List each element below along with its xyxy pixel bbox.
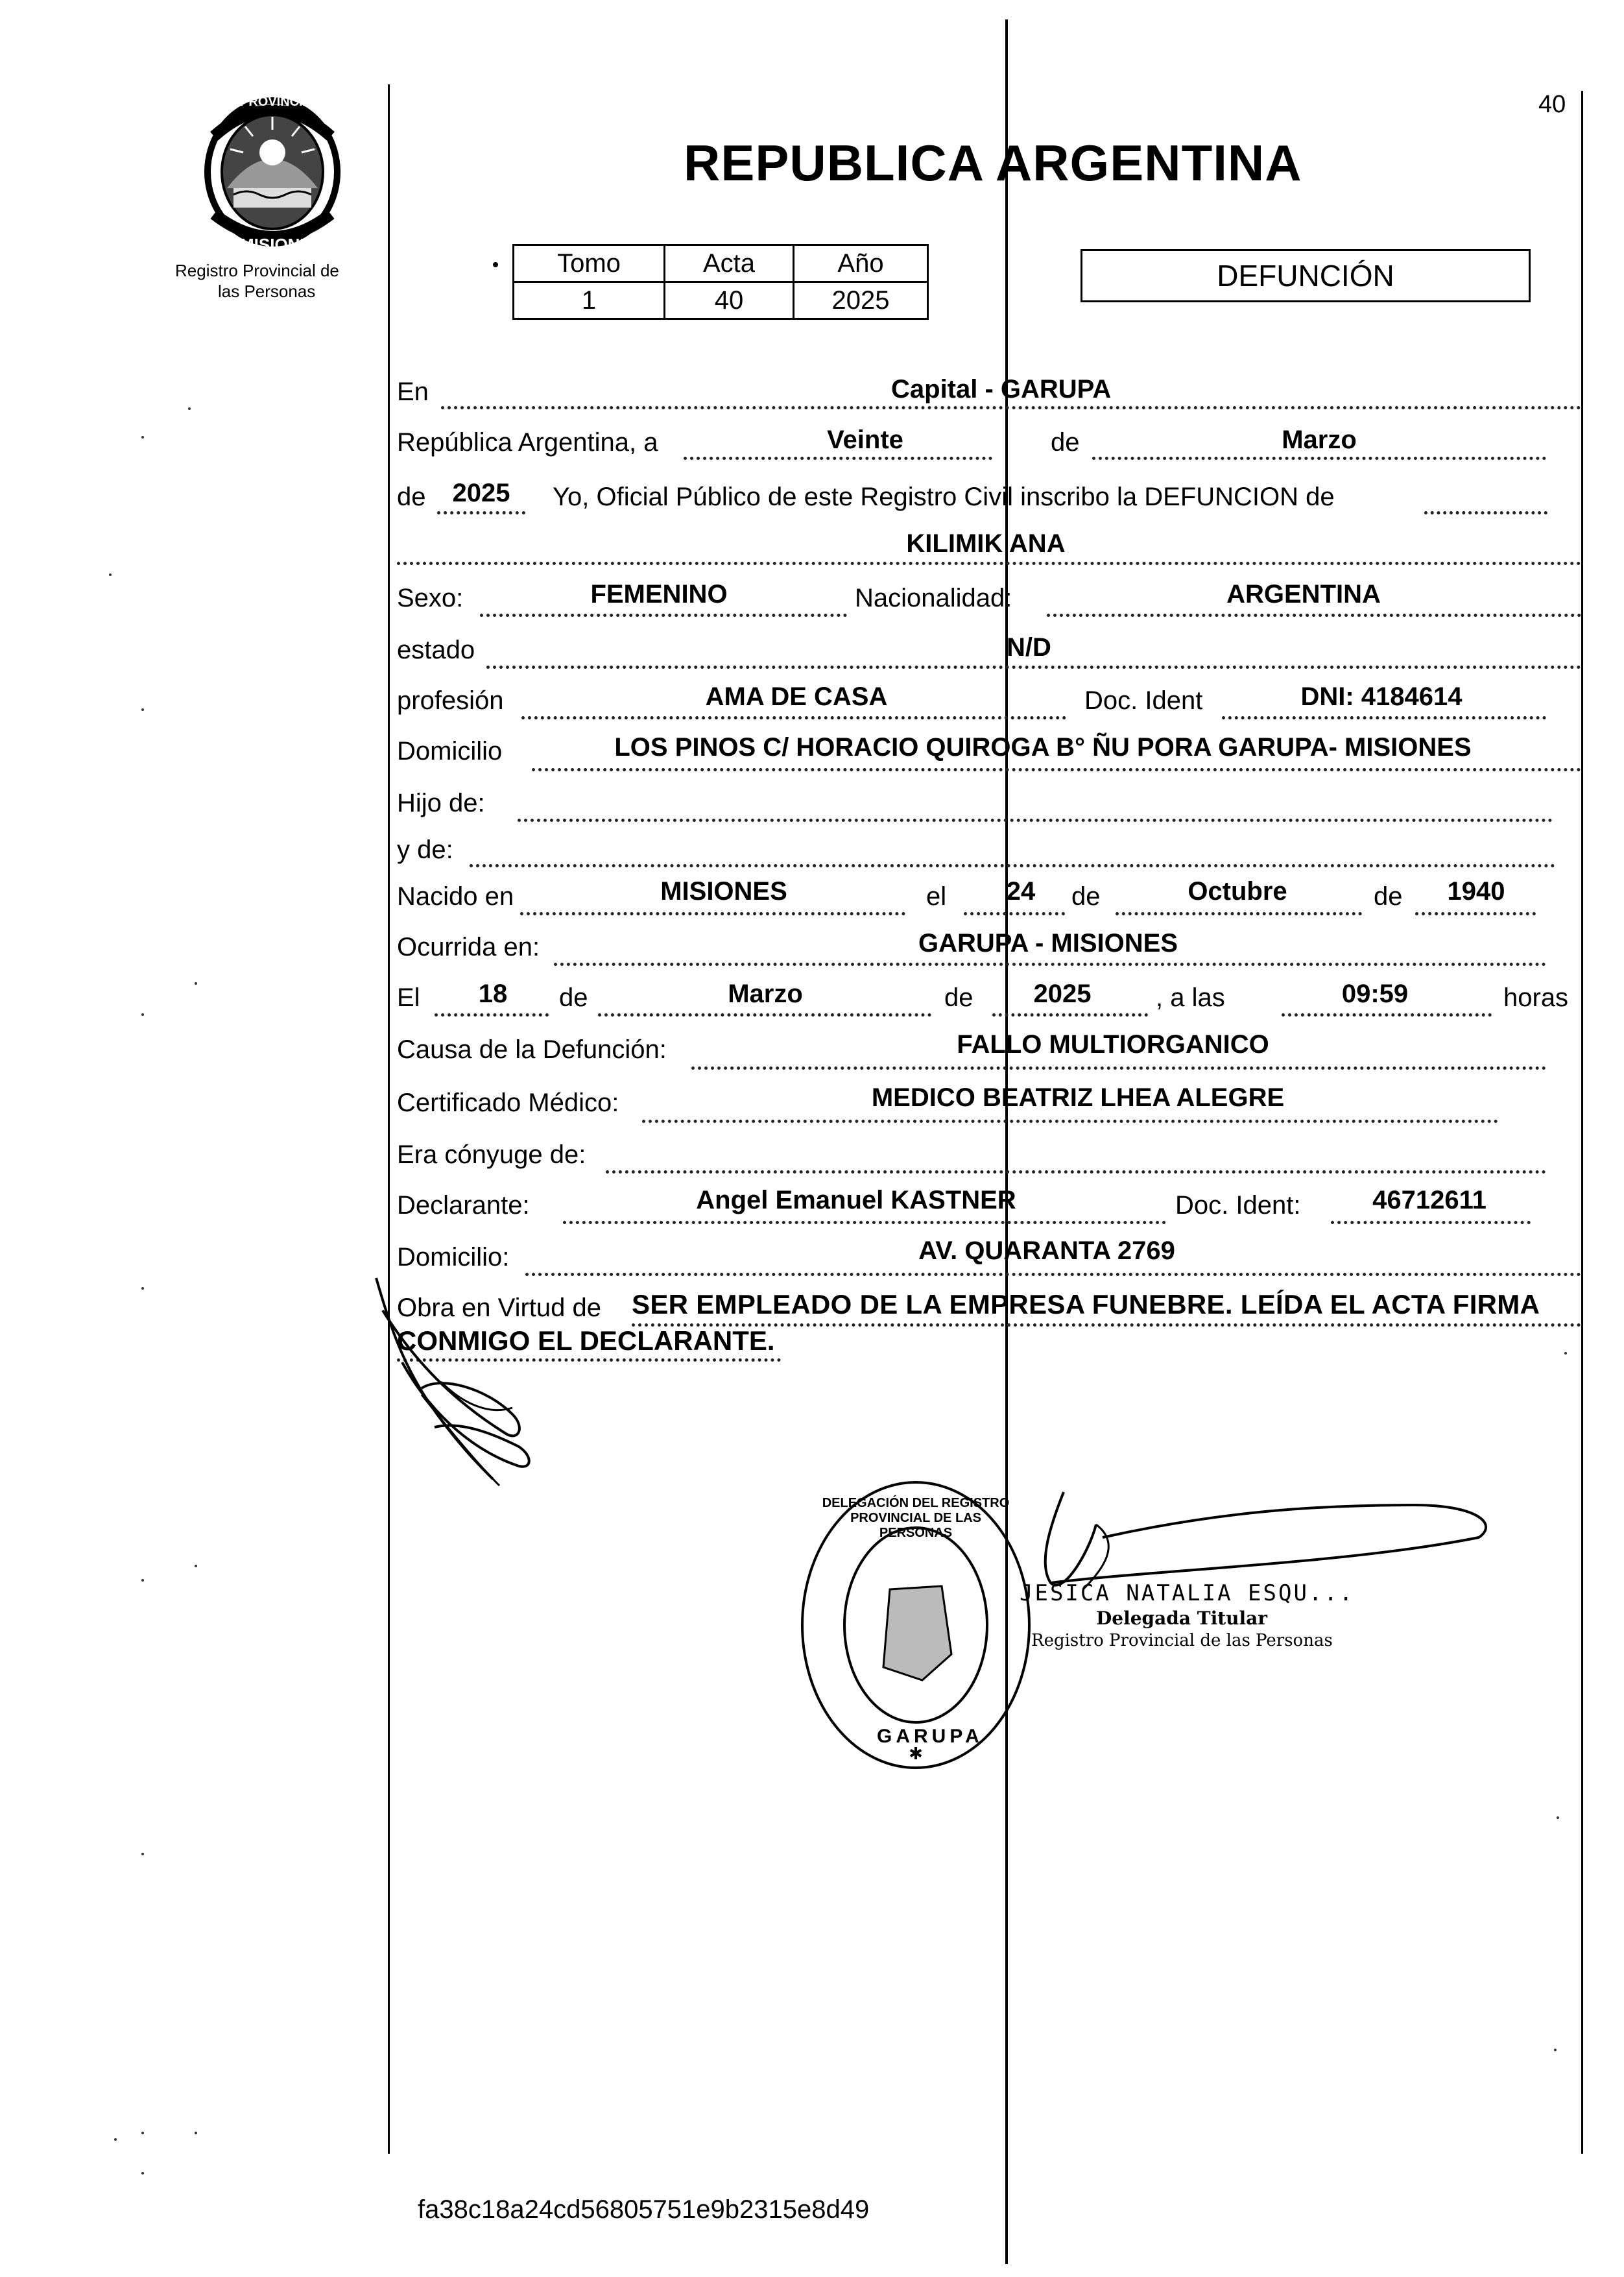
value-dia-texto: Veinte xyxy=(827,426,903,454)
dots-ocurrida-en xyxy=(554,963,1546,966)
document-hash: fa38c18a24cd56805751e9b2315e8d49 xyxy=(418,2195,870,2224)
dots-declarante-doc xyxy=(1331,1221,1531,1224)
scan-speck xyxy=(141,1579,144,1582)
label-a-las: , a las xyxy=(1156,983,1225,1012)
dots-domicilio xyxy=(532,768,1581,771)
left-margin-rule xyxy=(388,84,390,2154)
dots-def-anio xyxy=(992,1013,1148,1017)
label-conyuge: Era cónyuge de: xyxy=(397,1140,586,1169)
value-obra-line1: SER EMPLEADO DE LA EMPRESA FUNEBRE. LEÍDA EL ACTA FIRMA xyxy=(632,1289,1540,1319)
scan-speck xyxy=(141,1287,144,1290)
official-name: JESICA NATALIA ESQU... xyxy=(1020,1580,1355,1606)
page-number: 40 xyxy=(1538,91,1566,118)
dots-certificado xyxy=(642,1120,1498,1123)
declarant-signature xyxy=(363,1271,558,1492)
scan-speck xyxy=(141,2172,144,2175)
label-nacionalidad: Nacionalidad: xyxy=(855,584,1012,612)
seal-top-text: PROVINCIA DE xyxy=(240,95,333,109)
label-domicilio: Domicilio xyxy=(397,737,503,765)
dots-yo-end xyxy=(1424,511,1547,514)
value-nac-dia: 24 xyxy=(1006,877,1036,906)
stamp-ring-text: DELEGACIÓN DEL REGISTRO PROVINCIAL DE LAS PERSONAS xyxy=(822,1496,1010,1540)
dots-nac-dia xyxy=(964,912,1065,915)
official-stamp xyxy=(793,1473,1039,1777)
label-doc-ident-2: Doc. Ident: xyxy=(1175,1191,1301,1220)
dots-y-de xyxy=(470,864,1555,867)
dots-anio xyxy=(437,511,525,514)
label-hijo-de: Hijo de: xyxy=(397,789,485,817)
value-nacido-en: MISIONES xyxy=(660,877,787,906)
label-certificado: Certificado Médico: xyxy=(397,1089,619,1117)
right-margin-rule xyxy=(1581,91,1583,2154)
label-declarante: Declarante: xyxy=(397,1191,530,1220)
label-profesion: profesión xyxy=(397,686,504,715)
table-bullet xyxy=(493,262,498,267)
dots-nacionalidad xyxy=(1047,614,1581,617)
dots-hora xyxy=(1282,1013,1492,1017)
label-nacido-en: Nacido en xyxy=(397,882,514,911)
value-sexo: FEMENINO xyxy=(590,580,728,608)
dots-nacido-en xyxy=(520,912,905,915)
dots-mes xyxy=(1092,457,1546,460)
dots-sexo xyxy=(480,614,847,617)
doc-type-box xyxy=(1081,249,1531,302)
label-de-6: de xyxy=(944,983,973,1012)
official-office: Registro Provincial de las Personas xyxy=(1031,1631,1333,1650)
label-obra: Obra en Virtud de xyxy=(397,1294,602,1322)
label-el-cap: El xyxy=(397,983,420,1012)
scan-speck xyxy=(141,708,144,711)
label-de-4: de xyxy=(1374,882,1403,911)
value-domicilio: LOS PINOS C/ HORACIO QUIROGA B° ÑU PORA GARUPA- MISIONES xyxy=(614,733,1472,762)
scan-speck xyxy=(188,407,191,410)
value-nacionalidad: ARGENTINA xyxy=(1226,580,1381,608)
dots-estado xyxy=(486,666,1581,669)
dots-doc xyxy=(1222,716,1546,719)
svg-text:✱: ✱ xyxy=(909,1744,923,1764)
label-en: En xyxy=(397,378,429,406)
dots-def-dia xyxy=(435,1013,549,1017)
label-domicilio-2: Domicilio: xyxy=(397,1243,510,1271)
value-anio: 2025 xyxy=(794,282,928,319)
label-estado: estado xyxy=(397,636,475,664)
dots-nac-mes xyxy=(1116,912,1362,915)
scan-speck xyxy=(1564,1352,1567,1355)
scan-speck xyxy=(141,436,144,439)
registry-name-line1: Registro Provincial de xyxy=(175,261,339,280)
official-title: Delegada Titular xyxy=(1096,1608,1268,1629)
label-republica: República Argentina, a xyxy=(397,428,658,457)
dots-conyuge xyxy=(606,1170,1546,1174)
label-el: el xyxy=(926,882,947,911)
scan-speck xyxy=(1554,2049,1557,2051)
doc-type-label: DEFUNCIÓN xyxy=(1217,259,1394,293)
value-ocurrida-en: GARUPA - MISIONES xyxy=(918,929,1178,958)
value-mes: Marzo xyxy=(1282,426,1357,454)
value-certificado: MEDICO BEATRIZ LHEA ALEGRE xyxy=(871,1083,1285,1112)
dots-causa xyxy=(691,1066,1546,1070)
value-def-dia: 18 xyxy=(478,980,508,1008)
dots-nombre xyxy=(397,562,1581,565)
value-obra-line2: CONMIGO EL DECLARANTE. xyxy=(397,1325,775,1356)
scan-speck xyxy=(141,1853,144,1855)
value-nombre: KILIMIK ANA xyxy=(906,529,1066,558)
label-de-1: de xyxy=(1051,428,1080,457)
label-sexo: Sexo: xyxy=(397,584,464,612)
label-y-de: y de: xyxy=(397,836,453,864)
value-tomo: 1 xyxy=(514,282,665,319)
scan-speck xyxy=(195,1565,197,1567)
scan-speck xyxy=(141,2132,144,2134)
label-yo: Yo, Oficial Público de este Registro Civil inscribo la DEFUNCION de xyxy=(553,483,1335,511)
value-acta: 40 xyxy=(665,282,794,319)
scan-speck xyxy=(109,573,112,576)
value-nac-mes: Octubre xyxy=(1188,877,1287,906)
seal-bottom-text: MISIONES xyxy=(240,235,323,254)
stamp-bottom-text: GARUPA xyxy=(877,1726,983,1747)
scan-speck xyxy=(195,2132,197,2134)
value-nac-anio: 1940 xyxy=(1447,877,1505,906)
value-declarante-doc: 46712611 xyxy=(1372,1186,1487,1214)
value-profesion: AMA DE CASA xyxy=(705,682,888,711)
dots-nac-anio xyxy=(1415,912,1536,915)
value-anio: 2025 xyxy=(452,479,510,507)
label-de-2: de xyxy=(397,483,426,511)
value-lugar: Capital - GARUPA xyxy=(891,375,1112,404)
value-estado: N/D xyxy=(1007,633,1051,662)
dots-hijo-de xyxy=(518,819,1553,822)
value-def-mes: Marzo xyxy=(728,980,803,1008)
registry-seal-logo xyxy=(195,91,350,253)
value-declarante: Angel Emanuel KASTNER xyxy=(696,1186,1016,1214)
label-causa: Causa de la Defunción: xyxy=(397,1035,667,1064)
dots-declarante xyxy=(563,1221,1166,1224)
scan-speck xyxy=(195,982,197,985)
dots-declarante-domicilio xyxy=(525,1273,1581,1276)
registry-name-line2: las Personas xyxy=(218,282,316,301)
label-horas: horas xyxy=(1503,983,1569,1012)
header-anio: Año xyxy=(794,245,928,282)
value-hora: 09:59 xyxy=(1341,980,1409,1008)
scan-speck xyxy=(114,2138,117,2141)
dots-profesion xyxy=(521,716,1066,719)
label-doc-ident: Doc. Ident xyxy=(1084,686,1203,715)
header-tomo: Tomo xyxy=(514,245,665,282)
scan-speck xyxy=(141,1013,144,1016)
page-title: REPUBLICA ARGENTINA xyxy=(684,134,1302,191)
label-de-3: de xyxy=(1071,882,1101,911)
value-declarante-domicilio: AV. QUARANTA 2769 xyxy=(918,1236,1175,1265)
value-causa: FALLO MULTIORGANICO xyxy=(957,1030,1269,1059)
dots-dia xyxy=(684,457,992,460)
dots-lugar xyxy=(441,406,1581,409)
label-ocurrida-en: Ocurrida en: xyxy=(397,933,540,961)
label-de-5: de xyxy=(559,983,588,1012)
value-def-anio: 2025 xyxy=(1033,980,1092,1008)
record-table xyxy=(512,244,929,320)
header-acta: Acta xyxy=(665,245,794,282)
value-doc: DNI: 4184614 xyxy=(1300,682,1463,711)
dots-def-mes xyxy=(598,1013,931,1017)
scan-speck xyxy=(1557,1816,1559,1819)
scan-fold-line xyxy=(1005,19,1008,2264)
